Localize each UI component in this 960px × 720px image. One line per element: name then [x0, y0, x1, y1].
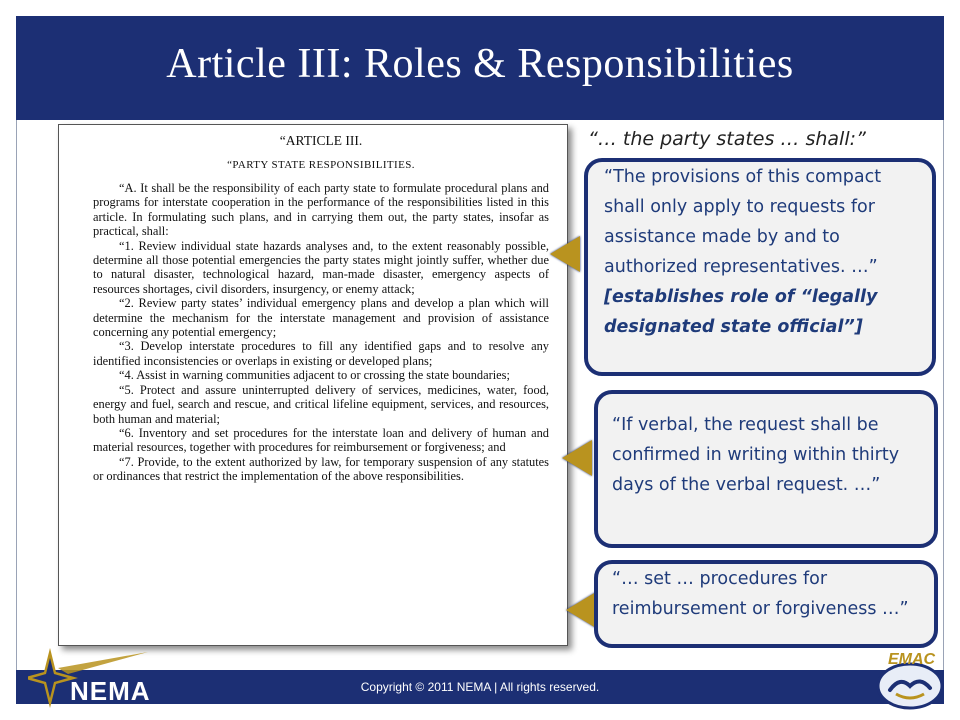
- callout-verbal-request: [594, 390, 938, 548]
- callout-quote: “The provisions of this compact shall only apply to requests for assistance made by and to authorized representatives. …”: [604, 167, 882, 277]
- nema-logo-text: NEMA: [70, 676, 151, 706]
- callout-quote: “… set … procedures for reimbursement or forgiveness …”: [612, 569, 909, 619]
- emac-handshake-logo-icon: [872, 646, 946, 710]
- article-document: [58, 124, 568, 646]
- document-paragraph: “1. Review individual state hazards analyses and, to the extent reasonably possible, determine all those potential emergencies the party states might jointly suffer, whether due to natural disaster, technological hazard, man-made disaster, emergency aspects of resources shortages, civil disorders, insurgency, or enemy attack;: [93, 238, 549, 296]
- copyright-text: Copyright © 2011 NEMA | All rights reserved.: [360, 680, 600, 694]
- document-paragraph: “4. Assist in warning communities adjacent to or crossing the state boundaries;: [119, 368, 510, 383]
- callout-pointer-icon: [550, 236, 580, 272]
- callout-quote: “If verbal, the request shall be confirmed in writing within thirty days of the verbal request. …”: [612, 415, 900, 495]
- callout-emphasis: [establishes role of “legally designated state official”]: [604, 287, 878, 337]
- document-paragraph: “7. Provide, to the extent authorized by law, for temporary suspension of any statutes or ordinances that restrict the implementation of the above responsibilities.: [93, 454, 549, 484]
- document-paragraph: “6. Inventory and set procedures for the interstate loan and delivery of human and material resources, together with procedures for reimbursement or forgiveness; and: [93, 425, 549, 455]
- slide-title: Article III: Roles & Responsibilities: [166, 41, 794, 87]
- document-paragraph: “5. Protect and assure uninterrupted delivery of services, medicines, water, food, energy and fuel, search and rescue, and critical lifeline equipment, services, and resources, both human and material;: [93, 382, 549, 426]
- callout-pointer-icon: [566, 592, 596, 628]
- callout-reimbursement: [594, 560, 938, 648]
- callout-authorized-representatives: [584, 158, 936, 376]
- document-paragraph: “A. It shall be the responsibility of each party state to formulate procedural plans and programs for interstate cooperation in the performance of the responsibilities listed in this article. In formulating such plans, and in carrying them out, the party states, insofar as practical, shall:: [93, 181, 549, 239]
- document-heading: “ARTICLE III.: [279, 133, 363, 148]
- callout-pointer-icon: [562, 440, 592, 476]
- emac-logo-text: EMAC: [888, 651, 936, 668]
- quote-header: “… the party states … shall:”: [588, 128, 866, 150]
- document-subheading: “PARTY STATE RESPONSIBILITIES.: [227, 159, 415, 171]
- document-paragraph: “3. Develop interstate procedures to fill any identified gaps and to resolve any identified inconsistencies or overlaps in existing or developed plans;: [93, 339, 549, 368]
- document-paragraph: “2. Review party states’ individual emergency plans and develop a plan which will determine the mechanism for the interstate management and provision of assistance concerning any potential emergency;: [93, 296, 549, 340]
